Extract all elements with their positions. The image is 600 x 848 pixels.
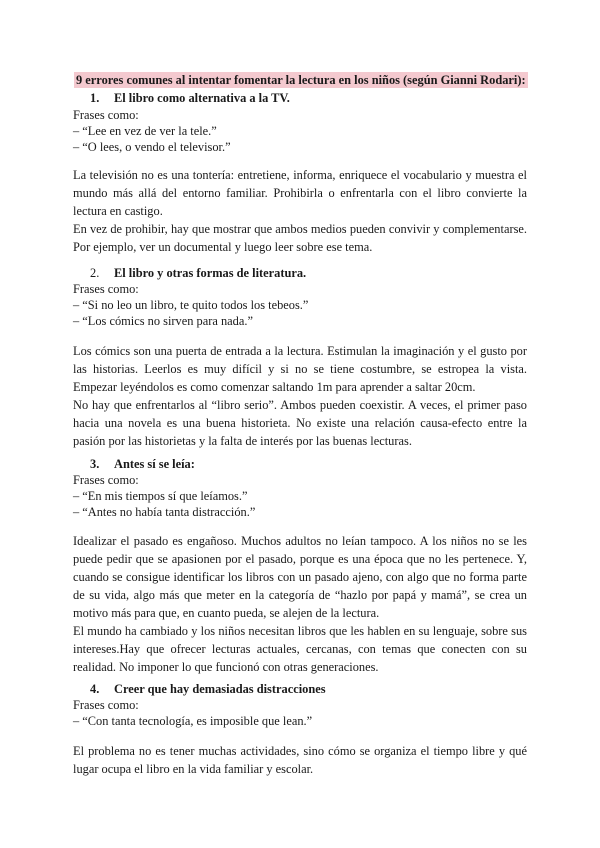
section-1-heading [90,90,290,106]
section-1-title: El libro como alternativa a la TV. [114,91,290,105]
section-1-phrase-1: – “Lee en vez de ver la tele.” [73,124,217,138]
section-1-paragraph-1: La televisión no es una tontería: entretiene, informa, enriquece el vocabulario y muestra el mundo más allá del entorno familiar. Prohibirla o enfrentarla con el libro convierte la lectura en castigo. [73,168,527,218]
section-3-number: 3. [90,457,100,471]
section-4-number: 4. [90,682,100,696]
section-1-phrases-intro: Frases como: [73,108,139,122]
section-1-number: 1. [90,91,100,105]
section-3-phrases-intro: Frases como: [73,473,139,487]
section-2-paragraph-2: No hay que enfrentarlos al “libro serio”. Ambos pueden coexistir. A veces, el primer paso hacia una novela es una buena historieta. No existe una relación causa-efecto entre la pasión por las historietas y la falta de interés por las buenas lecturas. [73,398,527,448]
section-2-phrase-1: – “Si no leo un libro, te quito todos los tebeos.” [73,298,309,312]
section-2-phrase-2: – “Los cómics no sirven para nada.” [73,314,253,328]
section-2-paragraph-1: Los cómics son una puerta de entrada a la lectura. Estimulan la imaginación y el gusto por las historias. Leerlos es muy difícil y si no se tiene costumbre, se estropea la vista. Empezar leyéndolos es como comenzar saltando 1m para aprender a saltar 20cm. [73,344,527,394]
section-3-paragraph-1: Idealizar el pasado es engañoso. Muchos adultos no leían tampoco. A los niños no se les puede pedir que se apasionen por el pasado, porque es una época que no les pertenece. Y, cuando se consigue identificar los libros con un pasado ajeno, con algo que no forma parte de su vida, algo más que meter en la categoría de “hazlo por papá y mamá”, se crea un motivo más para que, en cuanto pueda, se alejen de la lectura. [73,534,527,620]
section-4-heading [90,681,326,697]
section-4-paragraph-1: El problema no es tener muchas actividades, sino cómo se organiza el tiempo libre y qué lugar ocupa el libro en la vida familiar y escolar. [73,744,527,776]
section-2-body [73,342,527,450]
section-2-number: 2. [90,266,100,280]
section-2-phrases-intro: Frases como: [73,282,139,296]
document-title: 9 errores comunes al intentar fomentar la lectura en los niños (según Gianni Rodari): [76,73,526,87]
section-1-phrase-2: – “O lees, o vendo el televisor.” [73,140,231,154]
section-3-phrase-2: – “Antes no había tanta distracción.” [73,505,256,519]
section-4-title: Creer que hay demasiadas distracciones [114,682,326,696]
section-4-body [73,742,527,778]
section-1-body [73,166,527,256]
section-3-paragraph-2: El mundo ha cambiado y los niños necesitan libros que les hablen en su lenguaje, sobre sus intereses.Hay que ofrecer lecturas actuales, cercanas, con temas que conecten con su realidad. No imponer lo que funcionó con otras generaciones. [73,624,527,674]
section-2-heading [90,265,306,281]
section-3-heading [90,456,195,472]
section-3-title: Antes sí se leía: [114,457,195,471]
section-4-phrase-1: – “Con tanta tecnología, es imposible que lean.” [73,714,313,728]
section-4-phrases-intro: Frases como: [73,698,139,712]
section-3-body [73,532,527,676]
section-2-title: El libro y otras formas de literatura. [114,266,307,280]
section-1-paragraph-2: En vez de prohibir, hay que mostrar que ambos medios pueden convivir y complementarse. Por ejemplo, ver un documental y luego leer sobre ese tema. [73,222,527,254]
section-3-phrase-1: – “En mis tiempos sí que leíamos.” [73,489,248,503]
